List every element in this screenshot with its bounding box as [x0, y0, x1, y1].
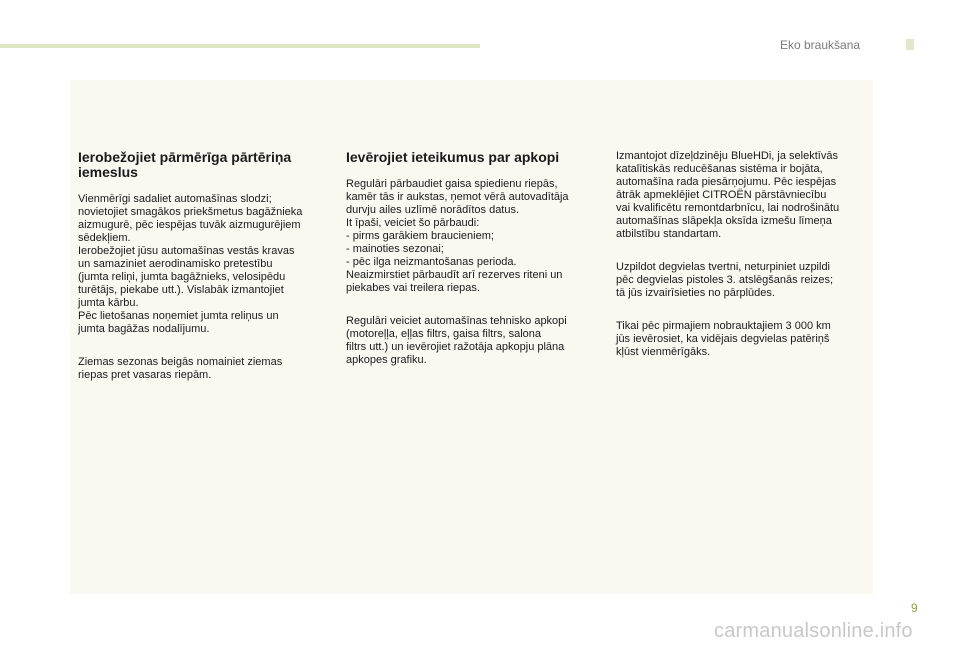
text-line: ātrāk apmeklējiet CITROËN pārstāvniecību [616, 189, 827, 201]
column-notes [616, 150, 872, 379]
text-line: - pirms garākiem braucieniem; [346, 230, 494, 242]
page-number: 9 [911, 601, 918, 615]
text-line: Pēc lietošanas noņemiet jumta reliņus un [78, 310, 279, 322]
text-line: kļūst vienmērīgāks. [616, 346, 711, 358]
text-line: un samaziniet aerodinamisko pretestību [78, 258, 273, 270]
text-line: durvju ailes uzlīmē norādītos datus. [346, 204, 520, 216]
watermark: carmanualsonline.info [714, 620, 913, 642]
text-line: atbilstību standartam. [616, 228, 722, 240]
paragraph-bluehdi [616, 150, 872, 241]
section-title: Eko braukšana [780, 38, 861, 52]
text-line: Tikai pēc pirmajiem nobrauktajiem 3 000 km [616, 320, 831, 332]
text-line: Izmantojot dīzeļdzinēju BlueHDi, ja selektīvās [616, 150, 838, 162]
text-line: riepas pret vasaras riepām. [78, 369, 212, 381]
text-line: Regulāri veiciet automašīnas tehnisko apkopi [346, 315, 567, 327]
text-line: filtrs utt.) un ievērojiet ražotāja apkopju plāna [346, 341, 565, 353]
header-accent-bar [0, 44, 480, 48]
text-line: turētājs, piekabe utt.). Vislabāk izmantojiet [78, 284, 284, 296]
text-line: jumta kārbu. [78, 297, 139, 309]
text-line: Ierobežojiet jūsu automašīnas vestās kravas [78, 245, 295, 257]
text-line: katalītiskās reducēšanas sistēma ir bojāta, [616, 163, 823, 175]
text-line: sēdekļiem. [78, 232, 131, 244]
text-line: Regulāri pārbaudiet gaisa spiedienu riepās, [346, 178, 558, 190]
paragraph-refuelling [616, 261, 872, 300]
heading-maintenance: Ievērojiet ieteikumus par apkopi [346, 149, 560, 165]
heading-limit-overconsumption: Ierobežojiet pārmērīga pārtēriņa iemeslus [78, 149, 292, 180]
paragraph-service [346, 315, 596, 367]
text-line: Uzpildot degvielas tvertni, neturpiniet uzpildi [616, 261, 831, 273]
text-line: jumta bagāžas nodalījumu. [78, 323, 210, 335]
section-marker [906, 39, 914, 50]
text-line: automašīna rada piesārņojumu. Pēc iespējas [616, 176, 837, 188]
text-line: Vienmērīgi sadaliet automašīnas slodzi; [78, 193, 272, 205]
paragraph-consumption [616, 320, 872, 359]
text-line: It īpaši, veiciet šo pārbaudi: [346, 217, 480, 229]
paragraph-tyre-pressure [346, 178, 596, 295]
column-maintenance [346, 150, 596, 387]
text-line: jūs ievērosiet, ka vidējais degvielas patēriņš [616, 333, 830, 345]
text-line: automašīnas slāpekļa oksīda izmešu līmeņa [616, 215, 832, 227]
column-driving-habits [78, 150, 330, 402]
text-line: Neaizmirstiet pārbaudīt arī rezerves riteni un [346, 269, 563, 281]
text-line: kamēr tās ir aukstas, ņemot vērā autovadītāja [346, 191, 569, 203]
text-line: vai kvalificētu remontdarbnīcu, lai nodrošinātu [616, 202, 840, 214]
text-line: tā jūs izvairīsieties no pārplūdes. [616, 287, 775, 299]
text-line: - pēc ilga neizmantošanas perioda. [346, 256, 517, 268]
text-line: novietojiet smagākos priekšmetus bagāžnieka [78, 206, 303, 218]
text-line: piekabes vai treilera riepas. [346, 282, 480, 294]
text-line: (motoreļļa, eļļas filtrs, gaisa filtrs, salona [346, 328, 542, 340]
paragraph-load [78, 193, 330, 336]
text-line: pēc degvielas pistoles 3. atslēgšanās reizes; [616, 274, 834, 286]
text-line: (jumta reliņi, jumta bagāžnieks, velosipēdu [78, 271, 286, 283]
text-line: Ziemas sezonas beigās nomainiet ziemas [78, 356, 283, 368]
paragraph-winter-tyres [78, 356, 330, 382]
text-line: - mainoties sezonai; [346, 243, 444, 255]
text-line: aizmugurē, pēc iespējas tuvāk aizmugurējiem [78, 219, 301, 231]
text-line: apkopes grafiku. [346, 354, 427, 366]
